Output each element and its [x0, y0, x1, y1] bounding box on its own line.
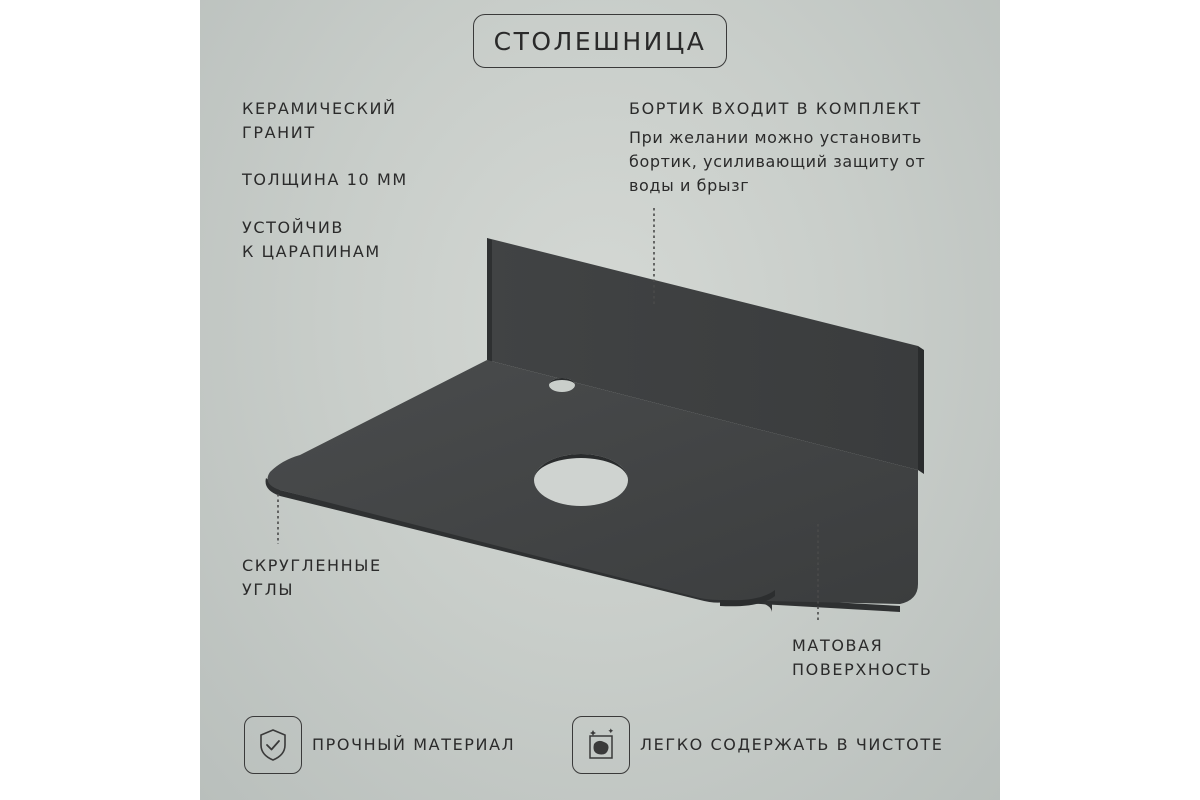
corner-callout-line2: УГЛЫ	[242, 580, 295, 599]
feature-scratch-line2: К ЦАРАПИНАМ	[242, 242, 381, 261]
feature-easy-clean-label: ЛЕГКО СОДЕРЖАТЬ В ЧИСТОТЕ	[640, 735, 944, 754]
corner-callout-line1: СКРУГЛЕННЫЕ	[242, 556, 382, 575]
shield-check-icon	[244, 716, 302, 774]
countertop-illustration	[200, 0, 1000, 800]
feature-scratch-line1: УСТОЙЧИВ	[242, 218, 344, 237]
feature-material-line2: ГРАНИТ	[242, 123, 316, 142]
sink-hole	[534, 454, 628, 506]
cleaning-cloth-icon	[572, 716, 630, 774]
side-callout-line: При желании можно установить	[629, 128, 922, 147]
surface-callout-line1: МАТОВАЯ	[792, 636, 884, 655]
side-callout-line: бортик, усиливающий защиту от	[629, 152, 926, 171]
page-title: СТОЛЕШНИЦА	[493, 26, 707, 56]
tap-hole	[549, 378, 575, 392]
side-callout-heading: БОРТИК ВХОДИТ В КОМПЛЕКТ	[629, 99, 922, 118]
feature-durable-label: ПРОЧНЫЙ МАТЕРИАЛ	[312, 735, 516, 754]
surface-callout-line2: ПОВЕРХНОСТЬ	[792, 660, 933, 679]
product-panel	[200, 0, 1000, 800]
feature-material-line1: КЕРАМИЧЕСКИЙ	[242, 99, 397, 118]
feature-thickness-line1: ТОЛЩИНА 10 ММ	[242, 170, 408, 189]
side-callout-line: воды и брызг	[629, 176, 750, 195]
